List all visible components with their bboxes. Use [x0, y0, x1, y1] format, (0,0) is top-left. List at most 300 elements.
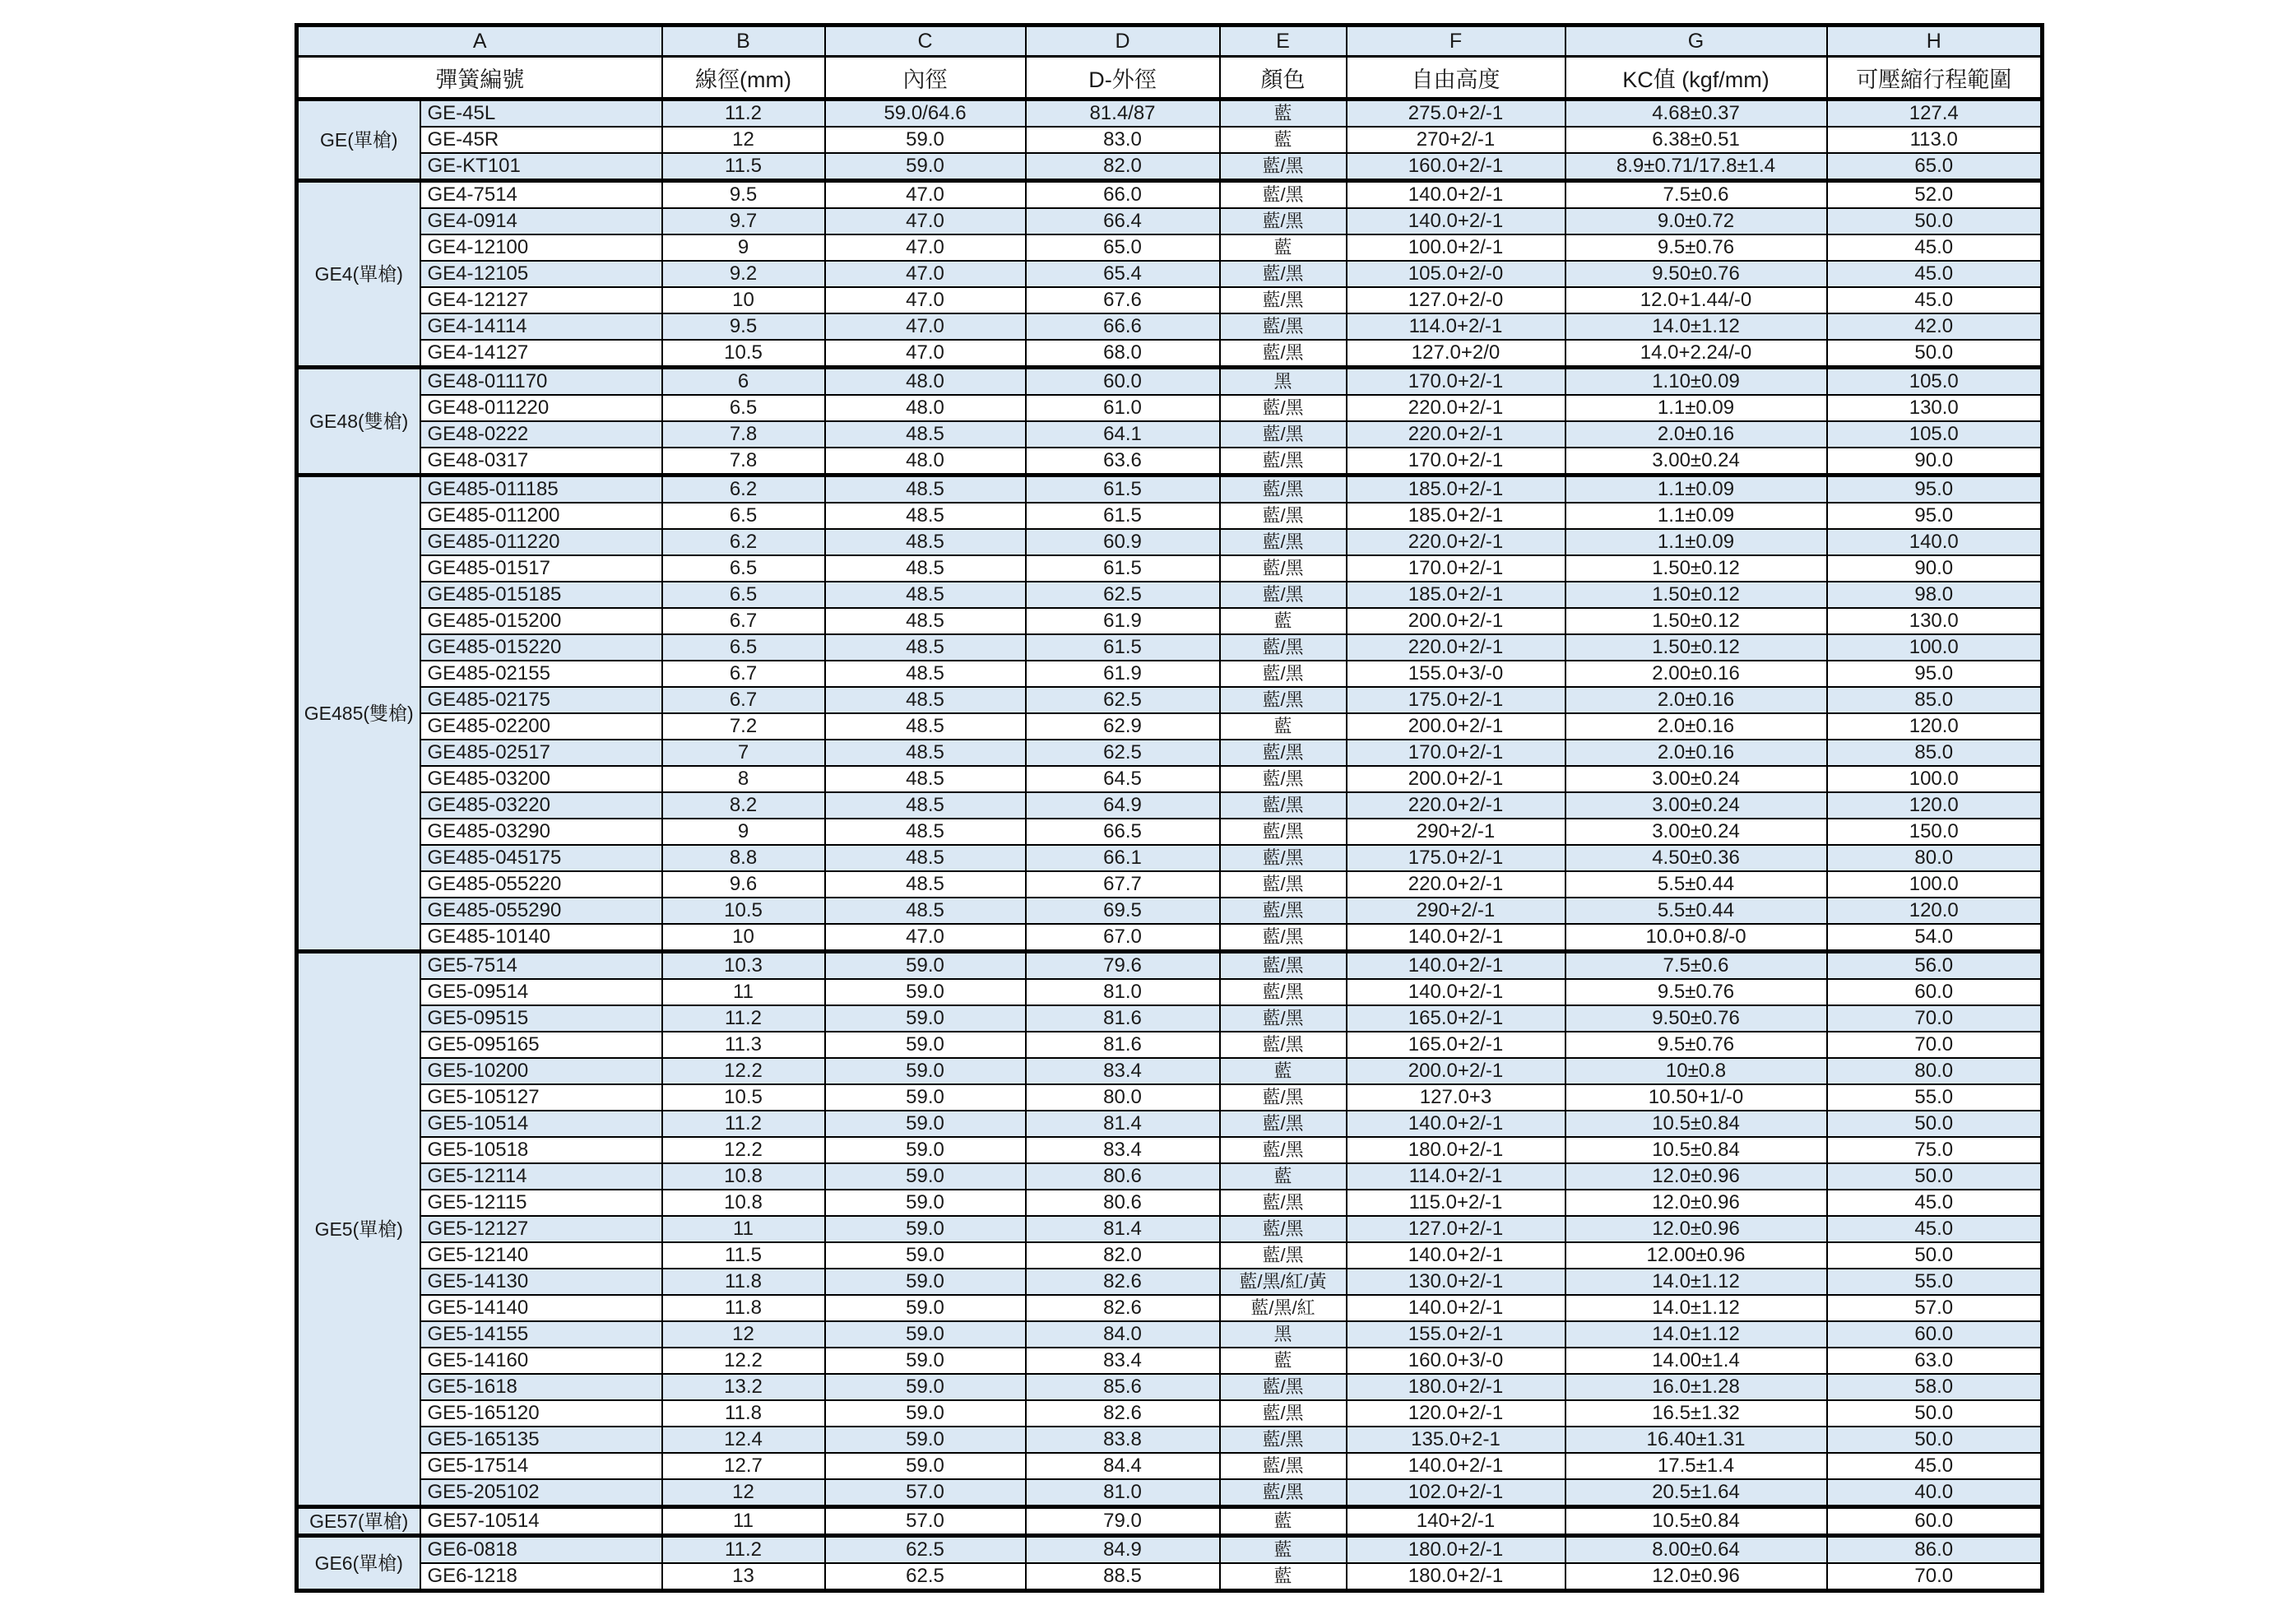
cell-free-height: 120.0+2/-1 [1347, 1400, 1565, 1427]
cell-kc-value: 3.00±0.24 [1565, 766, 1827, 792]
cell-spring-model: GE5-10514 [420, 1111, 662, 1137]
cell-inner-diameter: 59.0 [825, 1400, 1026, 1427]
cell-outer-diameter: 61.5 [1026, 634, 1220, 661]
cell-color: 藍/黑 [1220, 181, 1347, 209]
table-row [297, 687, 2043, 713]
cell-outer-diameter: 81.0 [1026, 979, 1220, 1005]
cell-color: 藍/黑 [1220, 766, 1347, 792]
table-row [297, 1374, 2043, 1400]
cell-spring-model: GE485-03220 [420, 792, 662, 819]
cell-outer-diameter: 79.0 [1026, 1507, 1220, 1536]
cell-stroke-range: 50.0 [1827, 1400, 2043, 1427]
cell-kc-value: 1.50±0.12 [1565, 608, 1827, 634]
cell-inner-diameter: 59.0 [825, 1269, 1026, 1295]
table-row [297, 234, 2043, 261]
cell-kc-value: 14.0±1.12 [1565, 1269, 1827, 1295]
group-label: GE485(雙槍) [297, 476, 420, 952]
cell-outer-diameter: 66.6 [1026, 313, 1220, 340]
cell-inner-diameter: 59.0 [825, 1321, 1026, 1348]
cell-spring-model: GE485-011185 [420, 476, 662, 503]
cell-inner-diameter: 47.0 [825, 261, 1026, 287]
cell-stroke-range: 80.0 [1827, 845, 2043, 871]
cell-color: 藍 [1220, 713, 1347, 740]
cell-spring-model: GE5-09514 [420, 979, 662, 1005]
cell-wire-diameter: 7.8 [662, 421, 825, 448]
table-row [297, 979, 2043, 1005]
cell-wire-diameter: 10.5 [662, 340, 825, 368]
cell-kc-value: 14.0±1.12 [1565, 1295, 1827, 1321]
table-row [297, 100, 2043, 128]
cell-spring-model: GE5-14140 [420, 1295, 662, 1321]
cell-wire-diameter: 11.8 [662, 1400, 825, 1427]
cell-kc-value: 2.00±0.16 [1565, 661, 1827, 687]
column-letter-B: B [662, 26, 825, 57]
cell-stroke-range: 45.0 [1827, 1190, 2043, 1216]
cell-free-height: 185.0+2/-1 [1347, 503, 1565, 529]
cell-outer-diameter: 61.9 [1026, 608, 1220, 634]
cell-color: 黑 [1220, 368, 1347, 396]
cell-free-height: 105.0+2/-0 [1347, 261, 1565, 287]
cell-color: 藍/黑 [1220, 1374, 1347, 1400]
cell-free-height: 127.0+2/0 [1347, 340, 1565, 368]
cell-kc-value: 4.50±0.36 [1565, 845, 1827, 871]
spring-spec-table [295, 23, 2044, 1593]
cell-outer-diameter: 83.4 [1026, 1137, 1220, 1163]
cell-color: 藍/黑/紅 [1220, 1295, 1347, 1321]
cell-free-height: 180.0+2/-1 [1347, 1563, 1565, 1591]
cell-stroke-range: 42.0 [1827, 313, 2043, 340]
cell-free-height: 140.0+2/-1 [1347, 952, 1565, 980]
table-row [297, 634, 2043, 661]
cell-spring-model: GE5-12140 [420, 1242, 662, 1269]
cell-kc-value: 8.9±0.71/17.8±1.4 [1565, 153, 1827, 181]
table-row [297, 740, 2043, 766]
cell-stroke-range: 60.0 [1827, 1321, 2043, 1348]
column-titles-row [297, 57, 2043, 100]
cell-stroke-range: 98.0 [1827, 582, 2043, 608]
cell-free-height: 127.0+2/-1 [1347, 1216, 1565, 1242]
cell-stroke-range: 90.0 [1827, 448, 2043, 476]
cell-wire-diameter: 12.2 [662, 1348, 825, 1374]
cell-free-height: 130.0+2/-1 [1347, 1269, 1565, 1295]
cell-free-height: 175.0+2/-1 [1347, 845, 1565, 871]
cell-free-height: 220.0+2/-1 [1347, 529, 1565, 555]
cell-wire-diameter: 9.5 [662, 181, 825, 209]
cell-kc-value: 2.0±0.16 [1565, 713, 1827, 740]
cell-outer-diameter: 67.6 [1026, 287, 1220, 313]
table-row [297, 608, 2043, 634]
cell-spring-model: GE5-1618 [420, 1374, 662, 1400]
cell-stroke-range: 70.0 [1827, 1032, 2043, 1058]
cell-outer-diameter: 60.0 [1026, 368, 1220, 396]
cell-outer-diameter: 60.9 [1026, 529, 1220, 555]
table-row [297, 503, 2043, 529]
cell-free-height: 165.0+2/-1 [1347, 1005, 1565, 1032]
cell-kc-value: 1.10±0.09 [1565, 368, 1827, 396]
cell-wire-diameter: 7.8 [662, 448, 825, 476]
cell-free-height: 127.0+2/-0 [1347, 287, 1565, 313]
cell-wire-diameter: 13.2 [662, 1374, 825, 1400]
cell-kc-value: 10.5±0.84 [1565, 1111, 1827, 1137]
cell-color: 藍/黑 [1220, 1111, 1347, 1137]
cell-outer-diameter: 84.4 [1026, 1453, 1220, 1479]
cell-inner-diameter: 59.0 [825, 1427, 1026, 1453]
cell-kc-value: 1.1±0.09 [1565, 476, 1827, 503]
cell-outer-diameter: 68.0 [1026, 340, 1220, 368]
cell-free-height: 275.0+2/-1 [1347, 100, 1565, 128]
cell-color: 藍/黑 [1220, 1084, 1347, 1111]
cell-stroke-range: 45.0 [1827, 287, 2043, 313]
cell-inner-diameter: 48.5 [825, 766, 1026, 792]
cell-wire-diameter: 11 [662, 1507, 825, 1536]
cell-stroke-range: 140.0 [1827, 529, 2043, 555]
cell-free-height: 160.0+3/-0 [1347, 1348, 1565, 1374]
cell-outer-diameter: 80.6 [1026, 1163, 1220, 1190]
group-label: GE6(單槍) [297, 1536, 420, 1591]
cell-inner-diameter: 62.5 [825, 1536, 1026, 1564]
cell-kc-value: 16.5±1.32 [1565, 1400, 1827, 1427]
cell-wire-diameter: 8.2 [662, 792, 825, 819]
cell-stroke-range: 50.0 [1827, 208, 2043, 234]
cell-color: 藍/黑 [1220, 421, 1347, 448]
cell-wire-diameter: 6.5 [662, 555, 825, 582]
cell-color: 藍/黑 [1220, 448, 1347, 476]
cell-outer-diameter: 66.5 [1026, 819, 1220, 845]
cell-spring-model: GE5-105127 [420, 1084, 662, 1111]
cell-inner-diameter: 59.0 [825, 1137, 1026, 1163]
cell-inner-diameter: 48.5 [825, 819, 1026, 845]
cell-inner-diameter: 57.0 [825, 1507, 1026, 1536]
cell-free-height: 185.0+2/-1 [1347, 582, 1565, 608]
cell-inner-diameter: 59.0/64.6 [825, 100, 1026, 128]
table-row [297, 1058, 2043, 1084]
table-row [297, 792, 2043, 819]
cell-stroke-range: 56.0 [1827, 952, 2043, 980]
group-label: GE5(單槍) [297, 952, 420, 1507]
cell-outer-diameter: 63.6 [1026, 448, 1220, 476]
cell-stroke-range: 85.0 [1827, 687, 2043, 713]
cell-wire-diameter: 6.5 [662, 634, 825, 661]
column-letter-C: C [825, 26, 1026, 57]
cell-wire-diameter: 12 [662, 127, 825, 153]
cell-inner-diameter: 59.0 [825, 1216, 1026, 1242]
table-row [297, 261, 2043, 287]
cell-spring-model: GE57-10514 [420, 1507, 662, 1536]
cell-wire-diameter: 10.5 [662, 898, 825, 924]
table-row [297, 395, 2043, 421]
cell-kc-value: 16.0±1.28 [1565, 1374, 1827, 1400]
cell-inner-diameter: 48.5 [825, 582, 1026, 608]
table-row [297, 1163, 2043, 1190]
cell-outer-diameter: 83.4 [1026, 1058, 1220, 1084]
cell-wire-diameter: 11.5 [662, 153, 825, 181]
cell-color: 藍 [1220, 1563, 1347, 1591]
cell-inner-diameter: 47.0 [825, 287, 1026, 313]
cell-inner-diameter: 48.5 [825, 898, 1026, 924]
cell-inner-diameter: 59.0 [825, 1005, 1026, 1032]
cell-outer-diameter: 64.9 [1026, 792, 1220, 819]
table-row [297, 181, 2043, 209]
cell-stroke-range: 127.4 [1827, 100, 2043, 128]
cell-color: 藍 [1220, 608, 1347, 634]
cell-spring-model: GE5-14160 [420, 1348, 662, 1374]
cell-spring-model: GE485-03200 [420, 766, 662, 792]
cell-color: 藍 [1220, 234, 1347, 261]
cell-kc-value: 10.5±0.84 [1565, 1507, 1827, 1536]
cell-color: 藍/黑 [1220, 1032, 1347, 1058]
cell-outer-diameter: 82.6 [1026, 1400, 1220, 1427]
cell-spring-model: GE5-165120 [420, 1400, 662, 1427]
cell-stroke-range: 40.0 [1827, 1479, 2043, 1507]
cell-kc-value: 14.00±1.4 [1565, 1348, 1827, 1374]
cell-kc-value: 14.0+2.24/-0 [1565, 340, 1827, 368]
cell-stroke-range: 95.0 [1827, 661, 2043, 687]
cell-color: 藍 [1220, 1507, 1347, 1536]
cell-wire-diameter: 11.5 [662, 1242, 825, 1269]
cell-free-height: 114.0+2/-1 [1347, 1163, 1565, 1190]
cell-free-height: 180.0+2/-1 [1347, 1137, 1565, 1163]
cell-inner-diameter: 59.0 [825, 1190, 1026, 1216]
table-row [297, 1111, 2043, 1137]
cell-color: 藍/黑 [1220, 582, 1347, 608]
cell-kc-value: 1.50±0.12 [1565, 555, 1827, 582]
column-title-outer-diameter: D-外徑 [1026, 57, 1220, 100]
cell-inner-diameter: 48.0 [825, 448, 1026, 476]
cell-outer-diameter: 62.5 [1026, 582, 1220, 608]
column-title-color: 顏色 [1220, 57, 1347, 100]
cell-color: 藍/黑 [1220, 898, 1347, 924]
cell-inner-diameter: 59.0 [825, 1058, 1026, 1084]
table-row [297, 287, 2043, 313]
cell-outer-diameter: 82.0 [1026, 1242, 1220, 1269]
table-row [297, 1084, 2043, 1111]
table-row [297, 766, 2043, 792]
cell-inner-diameter: 48.5 [825, 503, 1026, 529]
cell-inner-diameter: 48.0 [825, 368, 1026, 396]
cell-kc-value: 10.50+1/-0 [1565, 1084, 1827, 1111]
cell-color: 藍 [1220, 1058, 1347, 1084]
cell-free-height: 220.0+2/-1 [1347, 792, 1565, 819]
cell-kc-value: 3.00±0.24 [1565, 792, 1827, 819]
cell-outer-diameter: 81.6 [1026, 1005, 1220, 1032]
cell-wire-diameter: 12.2 [662, 1058, 825, 1084]
cell-spring-model: GE4-7514 [420, 181, 662, 209]
cell-inner-diameter: 48.5 [825, 608, 1026, 634]
cell-inner-diameter: 59.0 [825, 127, 1026, 153]
cell-stroke-range: 60.0 [1827, 1507, 2043, 1536]
cell-free-height: 170.0+2/-1 [1347, 740, 1565, 766]
cell-spring-model: GE5-10200 [420, 1058, 662, 1084]
column-title-stroke-range: 可壓縮行程範圍 [1827, 57, 2043, 100]
cell-outer-diameter: 83.8 [1026, 1427, 1220, 1453]
cell-outer-diameter: 62.9 [1026, 713, 1220, 740]
cell-inner-diameter: 47.0 [825, 924, 1026, 952]
cell-outer-diameter: 65.0 [1026, 234, 1220, 261]
cell-stroke-range: 45.0 [1827, 1216, 2043, 1242]
cell-wire-diameter: 7 [662, 740, 825, 766]
cell-free-height: 175.0+2/-1 [1347, 687, 1565, 713]
cell-stroke-range: 130.0 [1827, 608, 2043, 634]
table-row [297, 340, 2043, 368]
table-row [297, 1563, 2043, 1591]
cell-stroke-range: 45.0 [1827, 1453, 2043, 1479]
table-body [297, 100, 2043, 1591]
cell-kc-value: 12.00±0.96 [1565, 1242, 1827, 1269]
cell-outer-diameter: 66.1 [1026, 845, 1220, 871]
cell-stroke-range: 150.0 [1827, 819, 2043, 845]
cell-wire-diameter: 9.5 [662, 313, 825, 340]
cell-spring-model: GE5-095165 [420, 1032, 662, 1058]
table-row [297, 555, 2043, 582]
cell-stroke-range: 45.0 [1827, 234, 2043, 261]
cell-free-height: 200.0+2/-1 [1347, 1058, 1565, 1084]
cell-color: 藍/黑 [1220, 952, 1347, 980]
cell-free-height: 100.0+2/-1 [1347, 234, 1565, 261]
cell-color: 藍/黑 [1220, 1479, 1347, 1507]
cell-wire-diameter: 6.2 [662, 529, 825, 555]
table-row [297, 208, 2043, 234]
cell-kc-value: 10±0.8 [1565, 1058, 1827, 1084]
cell-wire-diameter: 10 [662, 924, 825, 952]
cell-kc-value: 7.5±0.6 [1565, 181, 1827, 209]
cell-kc-value: 10.0+0.8/-0 [1565, 924, 1827, 952]
cell-inner-diameter: 48.5 [825, 476, 1026, 503]
cell-kc-value: 5.5±0.44 [1565, 871, 1827, 898]
cell-outer-diameter: 84.9 [1026, 1536, 1220, 1564]
cell-wire-diameter: 12.4 [662, 1427, 825, 1453]
cell-spring-model: GE4-14114 [420, 313, 662, 340]
cell-color: 藍/黑 [1220, 634, 1347, 661]
cell-color: 藍/黑 [1220, 661, 1347, 687]
table-row [297, 898, 2043, 924]
column-letter-F: F [1347, 26, 1565, 57]
cell-kc-value: 12.0±0.96 [1565, 1163, 1827, 1190]
table-row [297, 1453, 2043, 1479]
cell-spring-model: GE485-01517 [420, 555, 662, 582]
cell-outer-diameter: 88.5 [1026, 1563, 1220, 1591]
cell-kc-value: 6.38±0.51 [1565, 127, 1827, 153]
cell-stroke-range: 75.0 [1827, 1137, 2043, 1163]
cell-spring-model: GE5-14155 [420, 1321, 662, 1348]
cell-free-height: 102.0+2/-1 [1347, 1479, 1565, 1507]
cell-stroke-range: 50.0 [1827, 1163, 2043, 1190]
cell-color: 藍 [1220, 100, 1347, 128]
column-title-kc-value: KC值 (kgf/mm) [1565, 57, 1827, 100]
cell-free-height: 220.0+2/-1 [1347, 395, 1565, 421]
cell-wire-diameter: 11.2 [662, 1005, 825, 1032]
cell-free-height: 140.0+2/-1 [1347, 1453, 1565, 1479]
group-label: GE(單槍) [297, 100, 420, 181]
cell-stroke-range: 70.0 [1827, 1005, 2043, 1032]
cell-stroke-range: 100.0 [1827, 871, 2043, 898]
cell-free-height: 200.0+2/-1 [1347, 608, 1565, 634]
cell-spring-model: GE4-0914 [420, 208, 662, 234]
cell-free-height: 135.0+2-1 [1347, 1427, 1565, 1453]
cell-kc-value: 20.5±1.64 [1565, 1479, 1827, 1507]
cell-outer-diameter: 82.6 [1026, 1295, 1220, 1321]
table-row [297, 661, 2043, 687]
cell-inner-diameter: 47.0 [825, 181, 1026, 209]
cell-spring-model: GE48-011170 [420, 368, 662, 396]
cell-outer-diameter: 64.1 [1026, 421, 1220, 448]
cell-stroke-range: 85.0 [1827, 740, 2043, 766]
cell-wire-diameter: 10.3 [662, 952, 825, 980]
table-row [297, 1269, 2043, 1295]
cell-color: 藍 [1220, 1536, 1347, 1564]
cell-wire-diameter: 11.8 [662, 1295, 825, 1321]
table-row [297, 476, 2043, 503]
cell-kc-value: 4.68±0.37 [1565, 100, 1827, 128]
cell-kc-value: 1.1±0.09 [1565, 503, 1827, 529]
table-row [297, 1190, 2043, 1216]
column-letter-H: H [1827, 26, 2043, 57]
cell-outer-diameter: 67.0 [1026, 924, 1220, 952]
cell-stroke-range: 113.0 [1827, 127, 2043, 153]
cell-stroke-range: 54.0 [1827, 924, 2043, 952]
cell-kc-value: 8.00±0.64 [1565, 1536, 1827, 1564]
table-row [297, 1137, 2043, 1163]
cell-kc-value: 2.0±0.16 [1565, 687, 1827, 713]
cell-outer-diameter: 84.0 [1026, 1321, 1220, 1348]
cell-wire-diameter: 10.5 [662, 1084, 825, 1111]
cell-color: 藍/黑 [1220, 503, 1347, 529]
spring-spec-sheet [295, 23, 2040, 1593]
cell-spring-model: GE4-12127 [420, 287, 662, 313]
cell-spring-model: GE5-205102 [420, 1479, 662, 1507]
cell-wire-diameter: 8 [662, 766, 825, 792]
cell-spring-model: GE-45R [420, 127, 662, 153]
cell-wire-diameter: 11 [662, 1216, 825, 1242]
cell-spring-model: GE48-0317 [420, 448, 662, 476]
cell-kc-value: 1.50±0.12 [1565, 634, 1827, 661]
cell-free-height: 140.0+2/-1 [1347, 181, 1565, 209]
cell-spring-model: GE485-011220 [420, 529, 662, 555]
cell-color: 藍/黑 [1220, 1005, 1347, 1032]
cell-kc-value: 1.50±0.12 [1565, 582, 1827, 608]
cell-color: 藍/黑 [1220, 687, 1347, 713]
cell-inner-diameter: 48.5 [825, 529, 1026, 555]
cell-color: 藍/黑 [1220, 1400, 1347, 1427]
cell-wire-diameter: 11.3 [662, 1032, 825, 1058]
cell-spring-model: GE48-0222 [420, 421, 662, 448]
cell-wire-diameter: 11 [662, 979, 825, 1005]
cell-wire-diameter: 9.2 [662, 261, 825, 287]
cell-spring-model: GE485-10140 [420, 924, 662, 952]
cell-wire-diameter: 11.8 [662, 1269, 825, 1295]
cell-free-height: 170.0+2/-1 [1347, 555, 1565, 582]
cell-inner-diameter: 48.5 [825, 555, 1026, 582]
cell-free-height: 185.0+2/-1 [1347, 476, 1565, 503]
cell-stroke-range: 55.0 [1827, 1084, 2043, 1111]
cell-free-height: 140.0+2/-1 [1347, 1295, 1565, 1321]
cell-stroke-range: 130.0 [1827, 395, 2043, 421]
cell-inner-diameter: 59.0 [825, 1111, 1026, 1137]
cell-spring-model: GE485-055290 [420, 898, 662, 924]
cell-stroke-range: 120.0 [1827, 713, 2043, 740]
cell-wire-diameter: 11.2 [662, 1536, 825, 1564]
cell-color: 藍/黑 [1220, 1453, 1347, 1479]
table-row [297, 924, 2043, 952]
cell-stroke-range: 95.0 [1827, 503, 2043, 529]
cell-color: 藍/黑 [1220, 845, 1347, 871]
cell-stroke-range: 50.0 [1827, 1427, 2043, 1453]
table-row [297, 153, 2043, 181]
cell-outer-diameter: 79.6 [1026, 952, 1220, 980]
cell-inner-diameter: 59.0 [825, 1453, 1026, 1479]
table-row [297, 819, 2043, 845]
cell-kc-value: 3.00±0.24 [1565, 448, 1827, 476]
cell-inner-diameter: 59.0 [825, 1084, 1026, 1111]
